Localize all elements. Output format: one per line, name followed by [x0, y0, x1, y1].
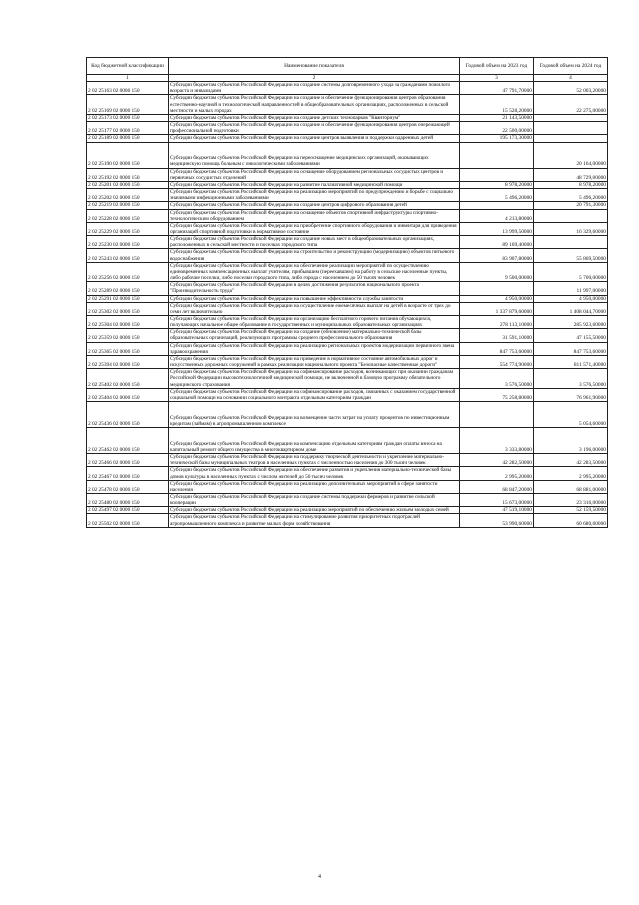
header-name: Наименование показателя	[169, 58, 460, 75]
row-value-2024: 2 995,20000	[534, 467, 608, 480]
row-value-2023: 847 753,60000	[460, 342, 534, 355]
row-value-2023: 31 591,10000	[460, 329, 534, 342]
row-code: 2 02 25229 02 0000 150	[87, 222, 169, 235]
row-code: 2 02 25228 02 0000 150	[87, 209, 169, 222]
table-row	[87, 388, 608, 401]
table-row	[87, 295, 608, 302]
row-name: Субсидии бюджетам субъектов Российской Федерации на развитие паллиативной медицинской помощи	[169, 181, 460, 188]
row-name: Субсидии бюджетам субъектов Российской Федерации на оснащение объектов спортивной инфраструктуры спортивно-технологическим оборудованием	[169, 209, 460, 222]
table-row	[87, 135, 608, 142]
table-row	[87, 402, 608, 428]
row-name: Субсидии бюджетам субъектов Российской Федерации на создание новых мест в общеобразовательных организациях, расположенных в сельской местности и поселках городского типа	[169, 236, 460, 249]
row-value-2023: 22 500,00000	[460, 122, 534, 135]
row-value-2023: 15 528,20000	[460, 95, 534, 114]
row-name: Субсидии бюджетам субъектов Российской Федерации на создание и обеспечение функционирования центров образования естественно-научной и технологической направленностей в общеобразовательных организациях, расположенных в сельской местности и малых городах	[169, 95, 460, 114]
row-value-2024: 285 923,60000	[534, 316, 608, 329]
row-name: Субсидии бюджетам субъектов Российской Федерации на реализацию региональных проектов модернизации первичного звена здравоохранения	[169, 342, 460, 355]
row-value-2024: 3 196,00000	[534, 428, 608, 454]
row-name: Субсидии бюджетам субъектов Российской Федерации на создание центров цифрового образования детей	[169, 202, 460, 209]
row-code: 2 02 25359 02 0000 150	[87, 329, 169, 342]
row-value-2024	[534, 114, 608, 121]
row-name: Субсидии бюджетам субъектов Российской Федерации на создание системы долговременного ухода за гражданами пожилого возраста и инвалидами	[169, 82, 460, 95]
row-value-2023	[460, 168, 534, 181]
row-code: 2 02 25192 02 0000 150	[87, 168, 169, 181]
table-row	[87, 282, 608, 295]
row-value-2023: 8 978,20000	[460, 181, 534, 188]
row-code: 2 02 25173 02 0000 150	[87, 114, 169, 121]
row-code: 2 02 25467 02 0000 150	[87, 467, 169, 480]
row-value-2023: 47 519,10000	[460, 507, 534, 514]
row-code: 2 02 25478 02 0000 150	[87, 480, 169, 493]
row-code: 2 02 25304 02 0000 150	[87, 316, 169, 329]
table-header	[87, 58, 608, 82]
row-value-2024: 847 753,60000	[534, 342, 608, 355]
row-name: Субсидии бюджетам субъектов Российской Федерации на стимулирование развития приоритетных подотраслей агропромышленного комплекса и развитие малых форм хозяйствования	[169, 514, 460, 527]
row-code: 2 02 25480 02 0000 150	[87, 493, 169, 506]
table-row	[87, 209, 608, 222]
row-value-2023: 5 496,20000	[460, 189, 534, 202]
table-row	[87, 82, 608, 95]
row-name: Субсидии бюджетам субъектов Российской Федерации на реализацию дополнительных мероприятий в сфере занятости населения	[169, 480, 460, 493]
table-row	[87, 202, 608, 209]
row-value-2024: 11 997,00000	[534, 282, 608, 295]
header-code: Код бюджетной классификации	[87, 58, 169, 75]
table-row	[87, 95, 608, 114]
row-value-2024: 5 054,60000	[534, 402, 608, 428]
row-name: Субсидии бюджетам субъектов Российской Федерации на софинансирование расходов, связанных с оказанием государственной социальной помощи на основании социального контракта отдельным категориям граждан	[169, 388, 460, 401]
table-row	[87, 355, 608, 368]
table-row	[87, 329, 608, 342]
row-value-2023: 1 337 879,60000	[460, 302, 534, 315]
row-value-2024	[534, 236, 608, 249]
table-row	[87, 369, 608, 388]
row-code: 2 02 25502 02 0000 150	[87, 514, 169, 527]
table-row	[87, 467, 608, 480]
row-code: 2 02 25201 02 0000 150	[87, 181, 169, 188]
row-value-2023	[460, 142, 534, 168]
row-value-2024	[534, 122, 608, 135]
table-row	[87, 249, 608, 262]
table-row	[87, 480, 608, 493]
header-2024: Годовой объем на 2024 год	[534, 58, 608, 75]
row-code: 2 02 25497 02 0000 150	[87, 507, 169, 514]
table-row	[87, 168, 608, 181]
row-value-2023: 68 847,20000	[460, 480, 534, 493]
row-code: 2 02 25404 02 0000 150	[87, 388, 169, 401]
row-value-2023: 3 333,80000	[460, 428, 534, 454]
row-code: 2 02 25163 02 0000 150	[87, 82, 169, 95]
row-code: 2 02 25436 02 0000 150	[87, 402, 169, 428]
table-row	[87, 514, 608, 527]
row-value-2024: 23 316,00000	[534, 493, 608, 506]
table-row	[87, 181, 608, 188]
row-name: Субсидии бюджетам субъектов Российской Федерации на осуществление ежемесячных выплат на детей в возрасте от трех до семи лет включительно	[169, 302, 460, 315]
row-code: 2 02 25402 02 0000 150	[87, 369, 169, 388]
row-value-2023: 42 282,50000	[460, 454, 534, 467]
table-row	[87, 236, 608, 249]
row-value-2024: 22 275,00000	[534, 95, 608, 114]
column-number: 1	[87, 75, 169, 82]
row-name: Субсидии бюджетам субъектов Российской Федерации на обеспечение развития и укрепления материально-технической базы домов культуры в населенных пунктах с числом жителей до 50 тысяч человек	[169, 467, 460, 480]
row-value-2024: 811 571,40000	[534, 355, 608, 368]
row-code: 2 02 25189 02 0000 150	[87, 135, 169, 142]
table-body	[87, 82, 608, 528]
row-value-2024: 1 408 044,70000	[534, 302, 608, 315]
row-value-2023: 3 576,50000	[460, 369, 534, 388]
row-value-2024: 5 496,20000	[534, 189, 608, 202]
row-value-2023: 554 774,90000	[460, 355, 534, 368]
table-row	[87, 114, 608, 121]
table-row	[87, 222, 608, 235]
row-code: 2 02 25219 02 0000 150	[87, 202, 169, 209]
table-row	[87, 342, 608, 355]
row-code: 2 02 25230 02 0000 150	[87, 236, 169, 249]
row-value-2024: 8 978,20000	[534, 181, 608, 188]
row-name: Субсидии бюджетам субъектов Российской Федерации на софинансирование расходов, возникающих при оказании гражданам Российской Федерации высокотехнологичной медицинской помощи, не включенной в базовую программу обязательного медицинского страхования	[169, 369, 460, 388]
row-name: Субсидии бюджетам субъектов Российской Федерации на организацию бесплатного горячего питания обучающихся, получающих начальное общее образование в государственных и муниципальных образовательных организациях	[169, 316, 460, 329]
row-name: Субсидии бюджетам субъектов Российской Федерации на создание и обеспечение функционирования центров опережающей профессиональной подготовки	[169, 122, 460, 135]
row-value-2024: 5 700,00000	[534, 262, 608, 281]
row-name: Субсидии бюджетам субъектов Российской Федерации на приобретение спортивного оборудования и инвентаря для приведения организаций спортивной подготовки в нормативное состояние	[169, 222, 460, 235]
header-2023: Годовой объем на 2023 год	[460, 58, 534, 75]
row-value-2023	[460, 402, 534, 428]
table-row	[87, 493, 608, 506]
row-value-2024: 60 680,60000	[534, 514, 608, 527]
row-value-2024: 68 881,00000	[534, 480, 608, 493]
table-row	[87, 142, 608, 168]
row-value-2024: 55 869,50000	[534, 249, 608, 262]
row-name: Субсидии бюджетам субъектов Российской Федерации в целях достижения результатов национального проекта "Производительность труда"	[169, 282, 460, 295]
table-row	[87, 302, 608, 315]
row-name: Субсидии бюджетам субъектов Российской Федерации на обеспечение реализации мероприятий по осуществлению единовременных компенсационных выплат учителям, прибывшим (переехавшим) на работу в сельские населенные пункты, либо рабочие поселки, либо поселки городского типа, либо города с населением до 50 тысяч человек	[169, 262, 460, 281]
row-name: Субсидии бюджетам субъектов Российской Федерации на компенсацию отдельным категориям граждан оплаты взноса на капитальный ремонт общего имущества в многоквартирном доме	[169, 428, 460, 454]
row-name: Субсидии бюджетам субъектов Российской Федерации на оснащение оборудованием региональных сосудистых центров и первичных сосудистых отделений	[169, 168, 460, 181]
row-value-2023: 53 990,60000	[460, 514, 534, 527]
row-value-2024: 76 961,90000	[534, 388, 608, 401]
column-number: 3	[460, 75, 534, 82]
row-code: 2 02 25243 02 0000 150	[87, 249, 169, 262]
row-name: Субсидии бюджетам субъектов Российской Федерации на создание центров выявления и поддержки одаренных детей	[169, 135, 460, 142]
row-code: 2 02 25202 02 0000 150	[87, 189, 169, 202]
column-number: 2	[169, 75, 460, 82]
row-name: Субсидии бюджетам субъектов Российской Федерации на переоснащение медицинских организаций, оказывающих медицинскую помощь больным с онкологическими заболеваниями	[169, 142, 460, 168]
row-name: Субсидии бюджетам субъектов Российской Федерации на приведение в нормативное состояние автомобильных дорог и искусственных дорожных сооружений в рамках реализации национального проекта "Безопасные качественные дороги"	[169, 355, 460, 368]
row-name: Субсидии бюджетам субъектов Российской Федерации на поддержку творческой деятельности и укрепление материально-технической базы муниципальных театров в населенных пунктах с численностью населения до 300 тысяч человек	[169, 454, 460, 467]
row-value-2023: 4 213,80000	[460, 209, 534, 222]
row-name: Субсидии бюджетам субъектов Российской Федерации на создание детских технопарков "Кванториум"	[169, 114, 460, 121]
budget-table	[86, 57, 608, 528]
row-value-2024: 52 159,50000	[534, 507, 608, 514]
row-value-2023: 4 950,00000	[460, 295, 534, 302]
row-value-2023: 21 143,50000	[460, 114, 534, 121]
row-value-2023: 278 113,10000	[460, 316, 534, 329]
row-value-2023: 9 500,00000	[460, 262, 534, 281]
table-row	[87, 454, 608, 467]
row-value-2024	[534, 209, 608, 222]
row-code: 2 02 25169 02 0000 150	[87, 95, 169, 114]
row-value-2023: 83 907,80000	[460, 249, 534, 262]
column-number: 4	[534, 75, 608, 82]
row-code: 2 02 25190 02 0000 150	[87, 142, 169, 168]
page-number: 4	[318, 874, 321, 880]
row-code: 2 02 25289 02 0000 150	[87, 282, 169, 295]
table-row	[87, 428, 608, 454]
row-value-2023: 2 995,20000	[460, 467, 534, 480]
row-code: 2 02 25466 02 0000 150	[87, 454, 169, 467]
row-value-2024	[534, 135, 608, 142]
row-code: 2 02 25177 02 0000 150	[87, 122, 169, 135]
row-name: Субсидии бюджетам субъектов Российской Федерации на реализацию мероприятий по обеспечению жильем молодых семей	[169, 507, 460, 514]
row-value-2024: 42 283,50000	[534, 454, 608, 467]
row-name: Субсидии бюджетам субъектов Российской Федерации на создание (обновление) материально-технической базы образовательных организаций, реализующих программы среднего профессионального образования	[169, 329, 460, 342]
row-value-2023: 89 169,40000	[460, 236, 534, 249]
row-code: 2 02 25462 02 0000 150	[87, 428, 169, 454]
row-value-2023	[460, 282, 534, 295]
row-name: Субсидии бюджетам субъектов Российской Федерации на создание системы поддержки фермеров и развитие сельской кооперации	[169, 493, 460, 506]
row-value-2024: 20 791,30000	[534, 202, 608, 209]
row-name: Субсидии бюджетам субъектов Российской Федерации на строительство и реконструкцию (модернизацию) объектов питьевого водоснабжения	[169, 249, 460, 262]
table-row	[87, 262, 608, 281]
row-name: Субсидии бюджетам субъектов Российской Федерации на повышение эффективности службы занятости	[169, 295, 460, 302]
row-value-2024: 4 950,00000	[534, 295, 608, 302]
row-value-2023: 75 258,80000	[460, 388, 534, 401]
row-value-2024: 20 164,00000	[534, 142, 608, 168]
row-value-2024: 16 329,60000	[534, 222, 608, 235]
row-value-2023: 15 673,00000	[460, 493, 534, 506]
row-code: 2 02 25394 02 0000 150	[87, 355, 169, 368]
row-value-2024: 47 155,50000	[534, 329, 608, 342]
table-row	[87, 316, 608, 329]
row-value-2024: 3 576,50000	[534, 369, 608, 388]
table-row	[87, 189, 608, 202]
row-code: 2 02 25302 02 0000 150	[87, 302, 169, 315]
row-value-2023: 47 791,70000	[460, 82, 534, 95]
row-name: Субсидии бюджетам субъектов Российской Федерации на возмещение части затрат на уплату процентов по инвестиционным кредитам (займам) в агропромышленном комплексе	[169, 402, 460, 428]
column-number-row	[87, 75, 608, 82]
row-code: 2 02 25291 02 0000 150	[87, 295, 169, 302]
row-value-2023: 13 999,50000	[460, 222, 534, 235]
row-value-2023	[460, 202, 534, 209]
row-code: 2 02 25365 02 0000 150	[87, 342, 169, 355]
row-name: Субсидии бюджетам субъектов Российской Федерации на реализацию мероприятий по предупреждению и борьбе с социально значимыми инфекционными заболеваниями	[169, 189, 460, 202]
table-row	[87, 122, 608, 135]
row-value-2024: 48 729,00000	[534, 168, 608, 181]
row-value-2024: 52 003,20000	[534, 82, 608, 95]
table-row	[87, 507, 608, 514]
row-value-2023: 195 173,30000	[460, 135, 534, 142]
row-code: 2 02 25256 02 0000 150	[87, 262, 169, 281]
